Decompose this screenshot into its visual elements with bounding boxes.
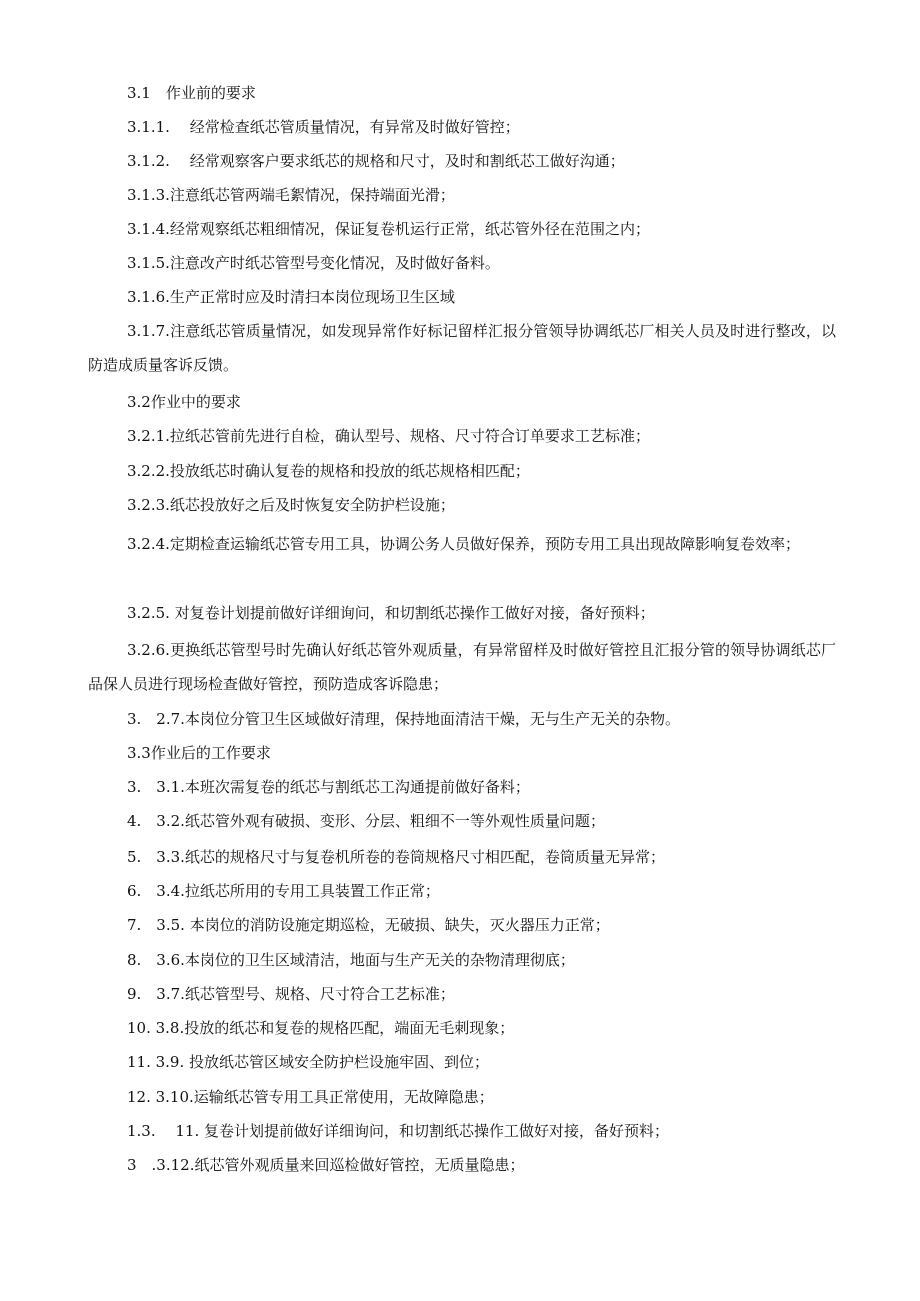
item-3-1-1: 3.1.1. 经常检查纸芯管质量情况，有异常及时做好管控； (127, 118, 520, 136)
item-3-1-3: 3.1.3.注意纸芯管两端毛絮情况，保持端面光滑； (127, 186, 455, 204)
item-3-3-7: 9. 3.7.纸芯管型号、规格、尺寸符合工艺标准； (127, 985, 455, 1003)
item-3-1-5: 3.1.5.注意改产时纸芯管型号变化情况，及时做好备料。 (127, 254, 500, 272)
item-3-3-1: 3. 3.1.本班次需复卷的纸芯与割纸芯工沟通提前做好备料； (127, 778, 530, 796)
item-3-2-6: 3.2.6.更换纸芯管型号时先确认好纸芯管外观质量，有异常留样及时做好管控且汇报分管的领导协调纸芯厂品保人员进行现场检查做好管控，预防造成客诉隐患； (88, 641, 836, 693)
item-3-3-5: 7. 3.5. 本岗位的消防设施定期巡检，无破损、缺失，灭火器压力正常； (127, 916, 610, 934)
item-3-2-1: 3.2.1.拉纸芯管前先进行自检，确认型号、规格、尺寸符合订单要求工艺标准； (127, 427, 650, 445)
section-3-3-heading: 3.3作业后的工作要求 (127, 744, 271, 762)
item-3-3-4: 6. 3.4.拉纸芯所用的专用工具装置工作正常； (127, 882, 440, 900)
item-3-1-2: 3.1.2. 经常观察客户要求纸芯的规格和尺寸，及时和割纸芯工做好沟通； (127, 152, 625, 170)
item-3-1-7: 3.1.7.注意纸芯管质量情况，如发现异常作好标记留样汇报分管领导协调纸芯厂相关人员及时进行整改，以防造成质量客诉反馈。 (88, 322, 836, 374)
section-3-1-heading: 3.1 作业前的要求 (127, 84, 256, 102)
item-3-1-6: 3.1.6.生产正常时应及时清扫本岗位现场卫生区域 (127, 288, 455, 306)
section-3-2-heading: 3.2作业中的要求 (127, 393, 241, 411)
item-3-3-11: 1.3. 11. 复卷计划提前做好详细询问，和切割纸芯操作工做好对接，备好预料； (127, 1122, 670, 1140)
item-3-3-10: 12. 3.10.运输纸芯管专用工具正常使用，无故障隐患； (127, 1088, 494, 1106)
item-3-2-2: 3.2.2.投放纸芯时确认复卷的规格和投放的纸芯规格相匹配； (127, 462, 530, 480)
item-3-2-5: 3.2.5. 对复卷计划提前做好详细询问，和切割纸芯操作工做好对接，备好预料； (127, 604, 655, 622)
item-3-2-4: 3.2.4.定期检查运输纸芯管专用工具，协调公务人员做好保养，预防专用工具出现故障影响复卷效率； (127, 535, 800, 553)
item-3-2-3: 3.2.3.纸芯投放好之后及时恢复安全防护栏设施； (127, 496, 455, 514)
item-3-3-12: 3 .3.12.纸芯管外观质量来回巡检做好管控，无质量隐患； (127, 1156, 525, 1174)
item-3-1-4: 3.1.4.经常观察纸芯粗细情况，保证复卷机运行正常，纸芯管外径在范围之内； (127, 220, 650, 238)
item-3-2-7: 3. 2.7.本岗位分管卫生区域做好清理，保持地面清洁干燥，无与生产无关的杂物。 (127, 710, 680, 728)
item-3-3-3: 5. 3.3.纸芯的规格尺寸与复卷机所卷的卷筒规格尺寸相匹配，卷筒质量无异常； (127, 848, 665, 866)
item-3-3-2: 4. 3.2.纸芯管外观有破损、变形、分层、粗细不一等外观性质量问题； (127, 812, 605, 830)
item-3-3-8: 10. 3.8.投放的纸芯和复卷的规格匹配，端面无毛刺现象； (127, 1019, 515, 1037)
item-3-3-9: 11. 3.9. 投放纸芯管区域安全防护栏设施牢固、到位； (127, 1053, 490, 1071)
item-3-3-6: 8. 3.6.本岗位的卫生区域清洁，地面与生产无关的杂物清理彻底； (127, 951, 575, 969)
